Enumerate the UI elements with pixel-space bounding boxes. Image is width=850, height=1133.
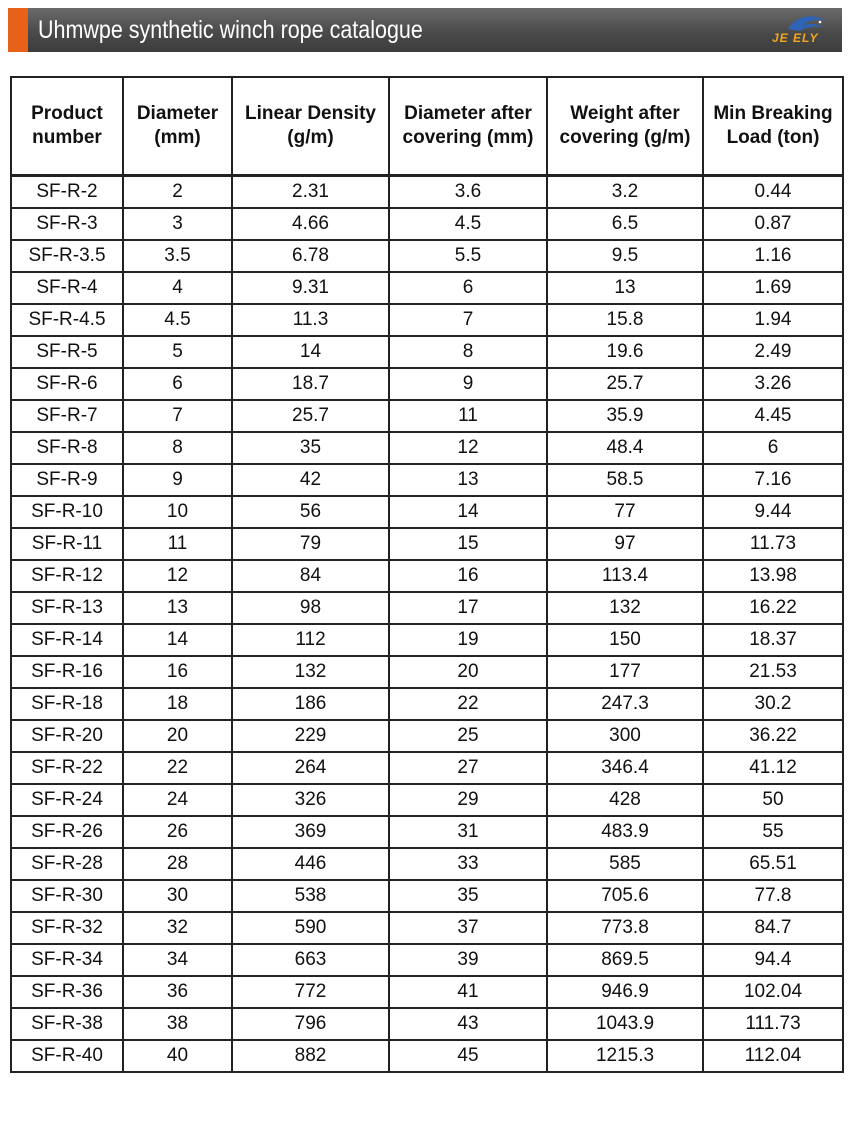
table-cell: SF-R-16 [11,656,123,688]
table-cell: 15 [389,528,547,560]
table-cell: SF-R-18 [11,688,123,720]
table-cell: 6 [703,432,843,464]
table-cell: SF-R-4.5 [11,304,123,336]
table-cell: 102.04 [703,976,843,1008]
table-cell: 9 [123,464,232,496]
table-cell: 3.5 [123,240,232,272]
table-cell: 18 [123,688,232,720]
table-row [11,656,843,688]
table-cell: 38 [123,1008,232,1040]
table-cell: 9.5 [547,240,703,272]
table-cell: 48.4 [547,432,703,464]
table-cell: 16.22 [703,592,843,624]
table-cell: 6 [123,368,232,400]
table-cell: 98 [232,592,389,624]
column-header-line: number [32,127,102,148]
table-cell: 428 [547,784,703,816]
table-cell: 43 [389,1008,547,1040]
table-row [11,496,843,528]
page-title: Uhmwpe synthetic winch rope catalogue [38,16,423,44]
table-cell: 55 [703,816,843,848]
table-cell: 13 [389,464,547,496]
table-cell: 10 [123,496,232,528]
table-cell: 30 [123,880,232,912]
table-cell: SF-R-6 [11,368,123,400]
column-header-line: covering (g/m) [559,127,691,148]
table-cell: SF-R-36 [11,976,123,1008]
table-cell: 3.6 [389,176,547,209]
table-cell: 7 [123,400,232,432]
column-header [11,77,123,176]
table-cell: SF-R-2 [11,176,123,209]
table-cell: 13 [123,592,232,624]
table-cell: SF-R-3.5 [11,240,123,272]
table-row [11,912,843,944]
table-cell: 45 [389,1040,547,1072]
table-cell: 36.22 [703,720,843,752]
table-cell: 111.73 [703,1008,843,1040]
table-cell: SF-R-14 [11,624,123,656]
table-cell: SF-R-30 [11,880,123,912]
logo-text: JE ELY [772,31,819,45]
table-cell: SF-R-22 [11,752,123,784]
table-cell: 9.44 [703,496,843,528]
table-cell: 31 [389,816,547,848]
table-cell: 16 [389,560,547,592]
table-cell: SF-R-32 [11,912,123,944]
table-cell: SF-R-12 [11,560,123,592]
table-cell: 12 [389,432,547,464]
table-cell: 6 [389,272,547,304]
table-row [11,368,843,400]
table-cell: 77.8 [703,880,843,912]
table-row [11,720,843,752]
table-cell: 35 [232,432,389,464]
table-cell: 11 [389,400,547,432]
table-cell: 483.9 [547,816,703,848]
table-cell: 36 [123,976,232,1008]
table-cell: 84.7 [703,912,843,944]
banner-accent-bar [8,8,28,52]
column-header-line: Weight after [570,103,680,124]
table-cell: 41 [389,976,547,1008]
table-cell: 18.37 [703,624,843,656]
table-cell: 946.9 [547,976,703,1008]
column-header-line: (mm) [154,127,201,148]
table-cell: 796 [232,1008,389,1040]
table-cell: 94.4 [703,944,843,976]
table-cell: 0.44 [703,176,843,209]
table-cell: 1215.3 [547,1040,703,1072]
table-cell: 186 [232,688,389,720]
brand-logo [770,11,832,49]
table-cell: SF-R-28 [11,848,123,880]
table-row [11,464,843,496]
table-cell: SF-R-26 [11,816,123,848]
column-header-line: Diameter [136,103,219,124]
table-cell: 882 [232,1040,389,1072]
column-header-line: Product [31,103,103,124]
table-cell: 18.7 [232,368,389,400]
table-cell: 4 [123,272,232,304]
table-cell: SF-R-13 [11,592,123,624]
table-row [11,528,843,560]
table-cell: 4.5 [123,304,232,336]
table-cell: 25.7 [232,400,389,432]
table-cell: 9 [389,368,547,400]
table-cell: 84 [232,560,389,592]
column-header [389,77,547,176]
table-cell: 3 [123,208,232,240]
table-cell: 32 [123,912,232,944]
table-row [11,560,843,592]
table-cell: 538 [232,880,389,912]
table-cell: 1.94 [703,304,843,336]
table-cell: SF-R-7 [11,400,123,432]
table-cell: SF-R-34 [11,944,123,976]
table-cell: SF-R-8 [11,432,123,464]
table-cell: 14 [232,336,389,368]
table-body [11,176,843,1073]
table-row [11,240,843,272]
table-cell: 77 [547,496,703,528]
table-cell: 590 [232,912,389,944]
table-cell: 705.6 [547,880,703,912]
column-header [123,77,232,176]
table-cell: 35 [389,880,547,912]
table-cell: 25 [389,720,547,752]
table-cell: SF-R-9 [11,464,123,496]
table-cell: 1043.9 [547,1008,703,1040]
table-row [11,304,843,336]
table-cell: 112 [232,624,389,656]
table-cell: 28 [123,848,232,880]
table-cell: 1.69 [703,272,843,304]
column-header [547,77,703,176]
table-row [11,1008,843,1040]
table-header-row [11,77,843,176]
header-banner [8,8,842,52]
table-cell: 132 [547,592,703,624]
table-cell: 11 [123,528,232,560]
table-cell: 56 [232,496,389,528]
table-cell: 12 [123,560,232,592]
table-cell: 869.5 [547,944,703,976]
table-cell: 97 [547,528,703,560]
table-row [11,272,843,304]
table-cell: 585 [547,848,703,880]
table-cell: 2.31 [232,176,389,209]
table-cell: 50 [703,784,843,816]
table-cell: 773.8 [547,912,703,944]
table-row [11,400,843,432]
table-cell: 113.4 [547,560,703,592]
table-cell: 79 [232,528,389,560]
table-cell: 369 [232,816,389,848]
table-cell: SF-R-10 [11,496,123,528]
table-cell: 6.5 [547,208,703,240]
table-cell: 58.5 [547,464,703,496]
table-cell: 15.8 [547,304,703,336]
table-row [11,208,843,240]
table-cell: 9.31 [232,272,389,304]
table-cell: 40 [123,1040,232,1072]
table-cell: 21.53 [703,656,843,688]
table-row [11,432,843,464]
table-cell: 13.98 [703,560,843,592]
table-row [11,944,843,976]
column-header-line: Min Breaking [713,103,833,124]
table-row [11,976,843,1008]
table-cell: 264 [232,752,389,784]
table-cell: 3.2 [547,176,703,209]
column-header-line: Linear Density [245,103,376,124]
table-cell: 13 [547,272,703,304]
table-cell: 300 [547,720,703,752]
table-header [11,77,843,176]
table-cell: 150 [547,624,703,656]
table-cell: 33 [389,848,547,880]
table-cell: 34 [123,944,232,976]
table-row [11,816,843,848]
table-cell: SF-R-5 [11,336,123,368]
table-cell: 16 [123,656,232,688]
table-cell: 27 [389,752,547,784]
table-cell: 132 [232,656,389,688]
table-cell: 29 [389,784,547,816]
table-cell: SF-R-20 [11,720,123,752]
table-cell: SF-R-38 [11,1008,123,1040]
table-cell: 4.5 [389,208,547,240]
table-cell: 229 [232,720,389,752]
table-row [11,848,843,880]
column-header-line: Diameter after [404,103,532,124]
column-header-line: covering (mm) [402,127,534,148]
table-cell: 22 [123,752,232,784]
table-cell: 3.26 [703,368,843,400]
table-cell: 30.2 [703,688,843,720]
table-cell: 35.9 [547,400,703,432]
table-cell: 1.16 [703,240,843,272]
table-row [11,624,843,656]
table-cell: 177 [547,656,703,688]
table-cell: 22 [389,688,547,720]
table-row [11,688,843,720]
table-cell: 8 [123,432,232,464]
table-row [11,336,843,368]
table-cell: 346.4 [547,752,703,784]
table-cell: 7 [389,304,547,336]
table-cell: SF-R-24 [11,784,123,816]
table-cell: SF-R-3 [11,208,123,240]
table-cell: 42 [232,464,389,496]
table-cell: 11.73 [703,528,843,560]
table-cell: 2 [123,176,232,209]
table-cell: 20 [389,656,547,688]
table-cell: 26 [123,816,232,848]
table-row [11,880,843,912]
table-cell: 20 [123,720,232,752]
table-cell: 772 [232,976,389,1008]
table-cell: 247.3 [547,688,703,720]
column-header-line: Load (ton) [726,127,820,148]
table-cell: 446 [232,848,389,880]
table-cell: SF-R-40 [11,1040,123,1072]
table-cell: 5.5 [389,240,547,272]
table-cell: 4.45 [703,400,843,432]
table-cell: 17 [389,592,547,624]
table-cell: SF-R-11 [11,528,123,560]
table-row [11,1040,843,1072]
table-cell: 24 [123,784,232,816]
column-header [703,77,843,176]
table-cell: 39 [389,944,547,976]
table-row [11,784,843,816]
table-row [11,176,843,209]
table-cell: 6.78 [232,240,389,272]
table-cell: 19.6 [547,336,703,368]
table-cell: 65.51 [703,848,843,880]
table-cell: 7.16 [703,464,843,496]
table-cell: 326 [232,784,389,816]
table-cell: 2.49 [703,336,843,368]
column-header [232,77,389,176]
table-cell: SF-R-4 [11,272,123,304]
table-cell: 112.04 [703,1040,843,1072]
table-cell: 5 [123,336,232,368]
table-cell: 14 [389,496,547,528]
table-cell: 14 [123,624,232,656]
table-row [11,592,843,624]
table-cell: 37 [389,912,547,944]
table-cell: 0.87 [703,208,843,240]
table-cell: 25.7 [547,368,703,400]
spec-table [10,76,844,1073]
table-row [11,752,843,784]
table-cell: 19 [389,624,547,656]
table-cell: 663 [232,944,389,976]
column-header-line: (g/m) [287,127,334,148]
table-cell: 41.12 [703,752,843,784]
table-cell: 8 [389,336,547,368]
table-cell: 4.66 [232,208,389,240]
table-cell: 11.3 [232,304,389,336]
